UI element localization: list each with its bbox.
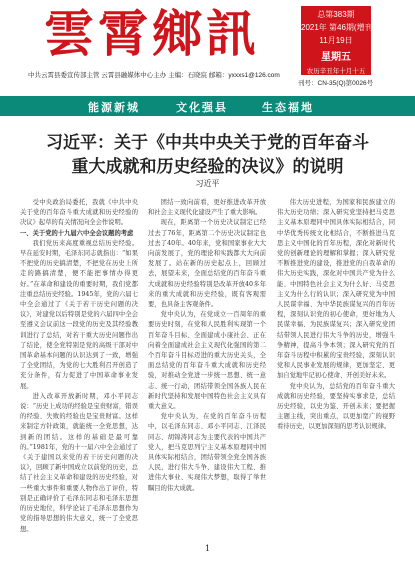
slogan-1: 能源新城: [88, 102, 140, 114]
masthead: [0, 0, 415, 96]
article-column-3: [277, 198, 395, 433]
issue-date: 11月19日: [319, 36, 353, 45]
paragraph: 进入改革开放新时期，邓小平同志说：“历史上成功的经验是宝贵财富，错误的经验、失败的经验也是宝贵财富。这样来制定方针政策，就能统一全党思想，达到新的团结。这样的基础是最可靠的。”1981年，党的十一届六中全会通过了《关于建国以来党的若干历史问题的决议》，回顾了新中国成立以前党的历史，总结了社会主义革命和建设的历史经验，对一些重大事件和重要人物作出了评价，特别是正确评价了毛泽东同志和毛泽东思想的历史地位，科学论证了毛泽东思想作为党的指导思想的伟大意义，统一了全党思想。: [20, 392, 138, 533]
page-number: 1: [204, 544, 211, 553]
paragraph: 党中央认为，在党的百年奋斗历程中，以毛泽东同志、邓小平同志、江泽民同志、胡锦涛同志为主要代表的中国共产党人，把马克思列宁主义基本原理同中国具体实际相结合，团结带领全党全国各族人民，进行伟大斗争、建设伟大工程、推进伟大事业、实现伟大梦想，取得了举世瞩目的伟大成就。: [148, 413, 266, 492]
paragraph: 党中央认为，在党成立一百周年的重要历史时刻，在党和人民胜利实现第一个百年奋斗目标、全面建成小康社会、正在向着全面建成社会主义现代化强国的第二个百年奋斗目标迈进的重大历史关头，全面总结党的百年奋斗重大成就和历史经验，对推动全党进一步统一思想、统一意志、统一行动，团结带领全国各族人民在新时代坚持和发展中国特色社会主义具有重大意义。: [148, 311, 266, 411]
issue-info-box: [301, 6, 376, 75]
sponsor-line: 中共云霄县委宣传部主管 云霄县融媒体中心主办 主编：石晓宸 邮箱：yxxxs1@126.com: [28, 72, 280, 79]
cn-number: 刊号：CN-35(Q)第0026号: [298, 80, 374, 87]
paragraph: 伟大历史进程，为国家和民族建立的伟大历史功绩；深入研究党坚持把马克思主义基本原理同中国具体实际相结合，同中华优秀传统文化相结合，不断推进马克思主义中国化的百年历程，深化对新时代党的创新理论的理解和掌握；深入研究党不断推进党的建设，推进党的自我革命的伟大历史实践，深化对中国共产党为什么能、中国特色社会主义为什么好、马克思主义为什么行的认识；深入研究党为中国人民谋幸福、为中华民族谋复兴的百年历程，深刻认识党的初心使命，更好地为人民谋幸福、为民族谋复兴；深入研究党团结带领人民进行伟大斗争的历史，增强斗争精神，提高斗争本领；深入研究党的百年奋斗历程中积累的宝贵经验，深刻认识党和人民事业发展的规律，更加坚定、更加自觉地牢记初心使命、开创美好未来。: [277, 199, 395, 380]
article-title-line-1: 习近平：关于《中共中央关于党的百年奋斗: [46, 133, 369, 153]
lunar-date: 农历辛丑年十月十五: [306, 68, 366, 75]
paragraph: 现在，距离第一个历史决议制定已经过去了76年，距离第二个历史决议制定也过去了40年。40年来，党和国家事业大大向前发展了，党的理论和实践都大大向前发展了。站在新的历史起点上，回顾过去，展望未来，全面总结党的百年奋斗重大成就和历史经验特别是改革开放40多年来的重大成就和历史经验，既有客观需要，也具备主客观条件。: [148, 219, 266, 309]
slogan-banner: [0, 96, 415, 116]
issue-number: 2021年 第46期(增刊): [301, 23, 376, 32]
article-column-2: [148, 198, 266, 494]
issue-total: 总第383期: [317, 10, 355, 19]
slogan-2: 文化强县: [176, 102, 228, 114]
article-author: 习近平: [195, 179, 220, 188]
slogan-3: 生态福地: [262, 102, 314, 114]
article-title-line-2: 重大成就和历史经验的决议》的说明: [71, 157, 344, 177]
issue-weekday: 星期五: [321, 52, 351, 63]
section-heading: 一、关于党的十九届六中全会议题的考虑: [20, 229, 134, 237]
paragraph: 受中央政治局委托，我就《中共中央关于党的百年奋斗重大成就和历史经验的决议》起草的有关情况向全会作说明。: [20, 199, 138, 227]
paragraph: 团结一致向前看，更好推进改革开放和社会主义现代化建设产生了重大影响。: [148, 199, 266, 217]
paragraph: 我们党历来高度重视总结历史经验。早在延安时期，毛泽东同志就指出：“如果不把党的历史搞清楚，不把党在历史上所走的路搞清楚，便不能把事情办得更好。”在革命和建设的重要时期，我们党都注重总结历史经验。1945年，党的六届七中全会通过了《关于若干历史问题的决议》，对建党以后特别是党的六届四中全会至遵义会议前这一段党的历史及其经验教训进行了总结，对若干重大历史问题作出了结论，使全党特别是党的高级干部对中国革命基本问题的认识达到了一致，增强了全党团结，为党的七大胜利召开创造了充分条件，有力促进了中国革命事业发展。: [20, 239, 138, 390]
article-column-1: [20, 198, 138, 535]
newspaper-logo: 雲霄鄉訊: [44, 4, 260, 63]
paragraph: 党中央认为，总结党的百年奋斗重大成就和历史经验，要坚持实事求是，总结历史经验，以史为鉴、开创未来；要把握主题主线，突出重点，以更加宽广的视野看待历史，以更加深刻的思考认识规律。: [277, 382, 395, 431]
